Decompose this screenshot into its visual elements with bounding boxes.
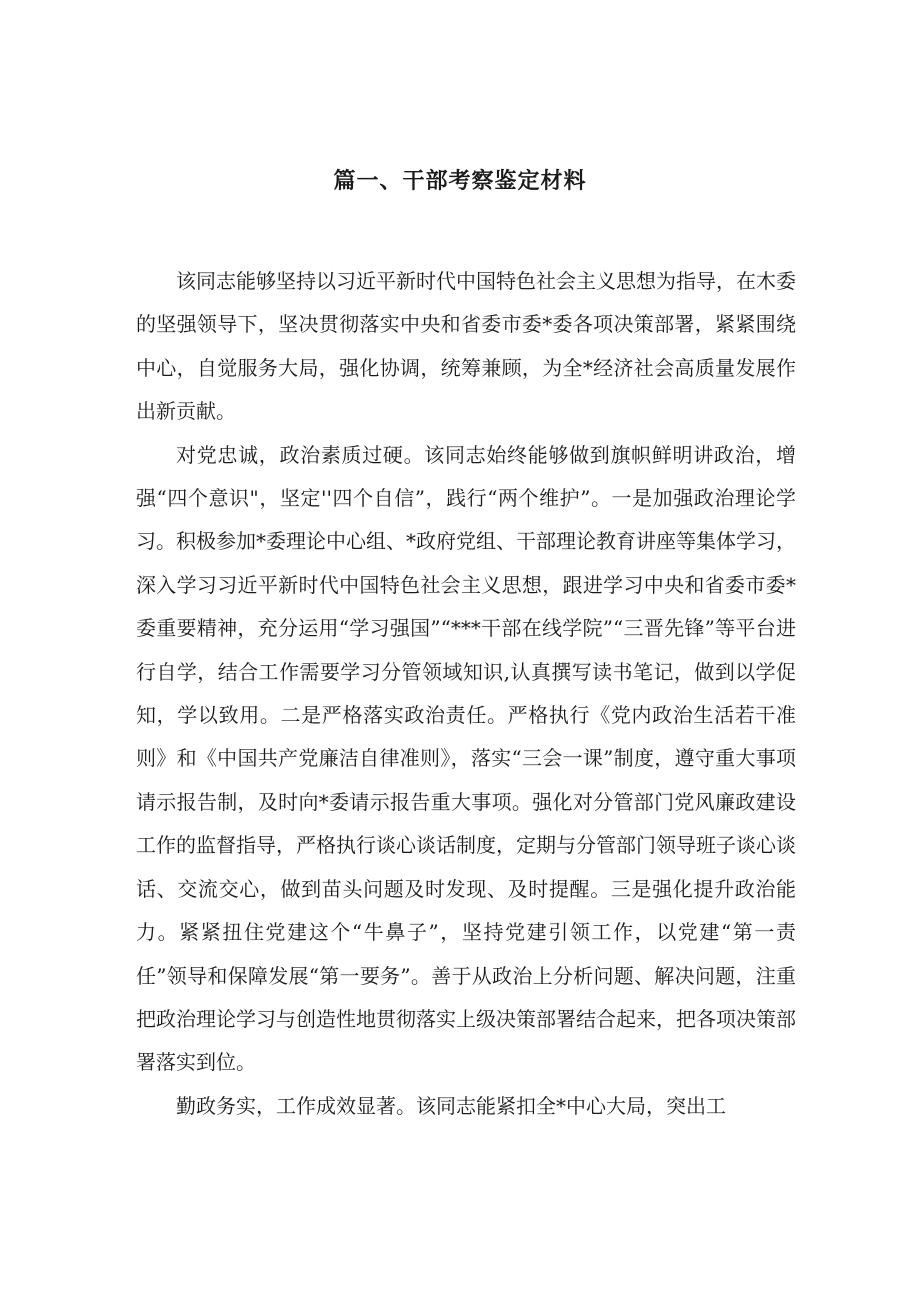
- paragraph-work-results: 勤政务实，工作成效显著。该同志能紧扣全*中心大局，突出工: [176, 1093, 726, 1118]
- document-body: [136, 260, 796, 1128]
- document-title: 篇一、干部考察鉴定材料: [333, 169, 587, 194]
- paragraph-intro: 该同志能够坚持以习近平新时代中国特色社会主义思想为指导，在木委的坚强领导下，坚决贯彻落实中央和省委市委*委各项决策部署，紧紧围绕中心，自觉服务大局，强化协调，统筹兼顾，为全*经济社会高质量发展作出新贡献。: [136, 269, 796, 424]
- paragraph-political-quality: 对党忠诚，政治素质过硬。该同志始终能够做到旗帜鲜明讲政治，增强“四个意识"，坚定''四个自信”，践行“两个维护”。一是加强政治理论学习。积极参加*委理论中心组、*政府党组、干部理论教育讲座等集体学习，深入学习习近平新时代中国特色社会主义思想，跟进学习中央和省委市委*委重要精神，充分运用“学习强国”“***干部在线学院”“三晋先锋”等平台进行自学，结合工作需要学习分管领域知识,认真撰写读书笔记，做到以学促知，学以致用。二是严格落实政治责任。严格执行《党内政治生活若干准则》和《中国共产党廉洁自律准则》，落实“三会一课”制度，遵守重大事项请示报告制，及时向*委请示报告重大事项。强化对分管部门党风廉政建设工作的监督指导，严格执行谈心谈话制度，定期与分管部门领导班子谈心谈话、交流交心，做到苗头问题及时发现、及时提醒。三是强化提升政治能力。紧紧扭住党建这个“牛鼻子”，坚持党建引领工作，以党建“第一责任”领导和保障发展“第一要务”。善于从政治上分析问题、解决问题，注重把政治理论学习与创造性地贯彻落实上级决策部署结合起来，把各项决策部署落实到位。: [136, 442, 796, 1075]
